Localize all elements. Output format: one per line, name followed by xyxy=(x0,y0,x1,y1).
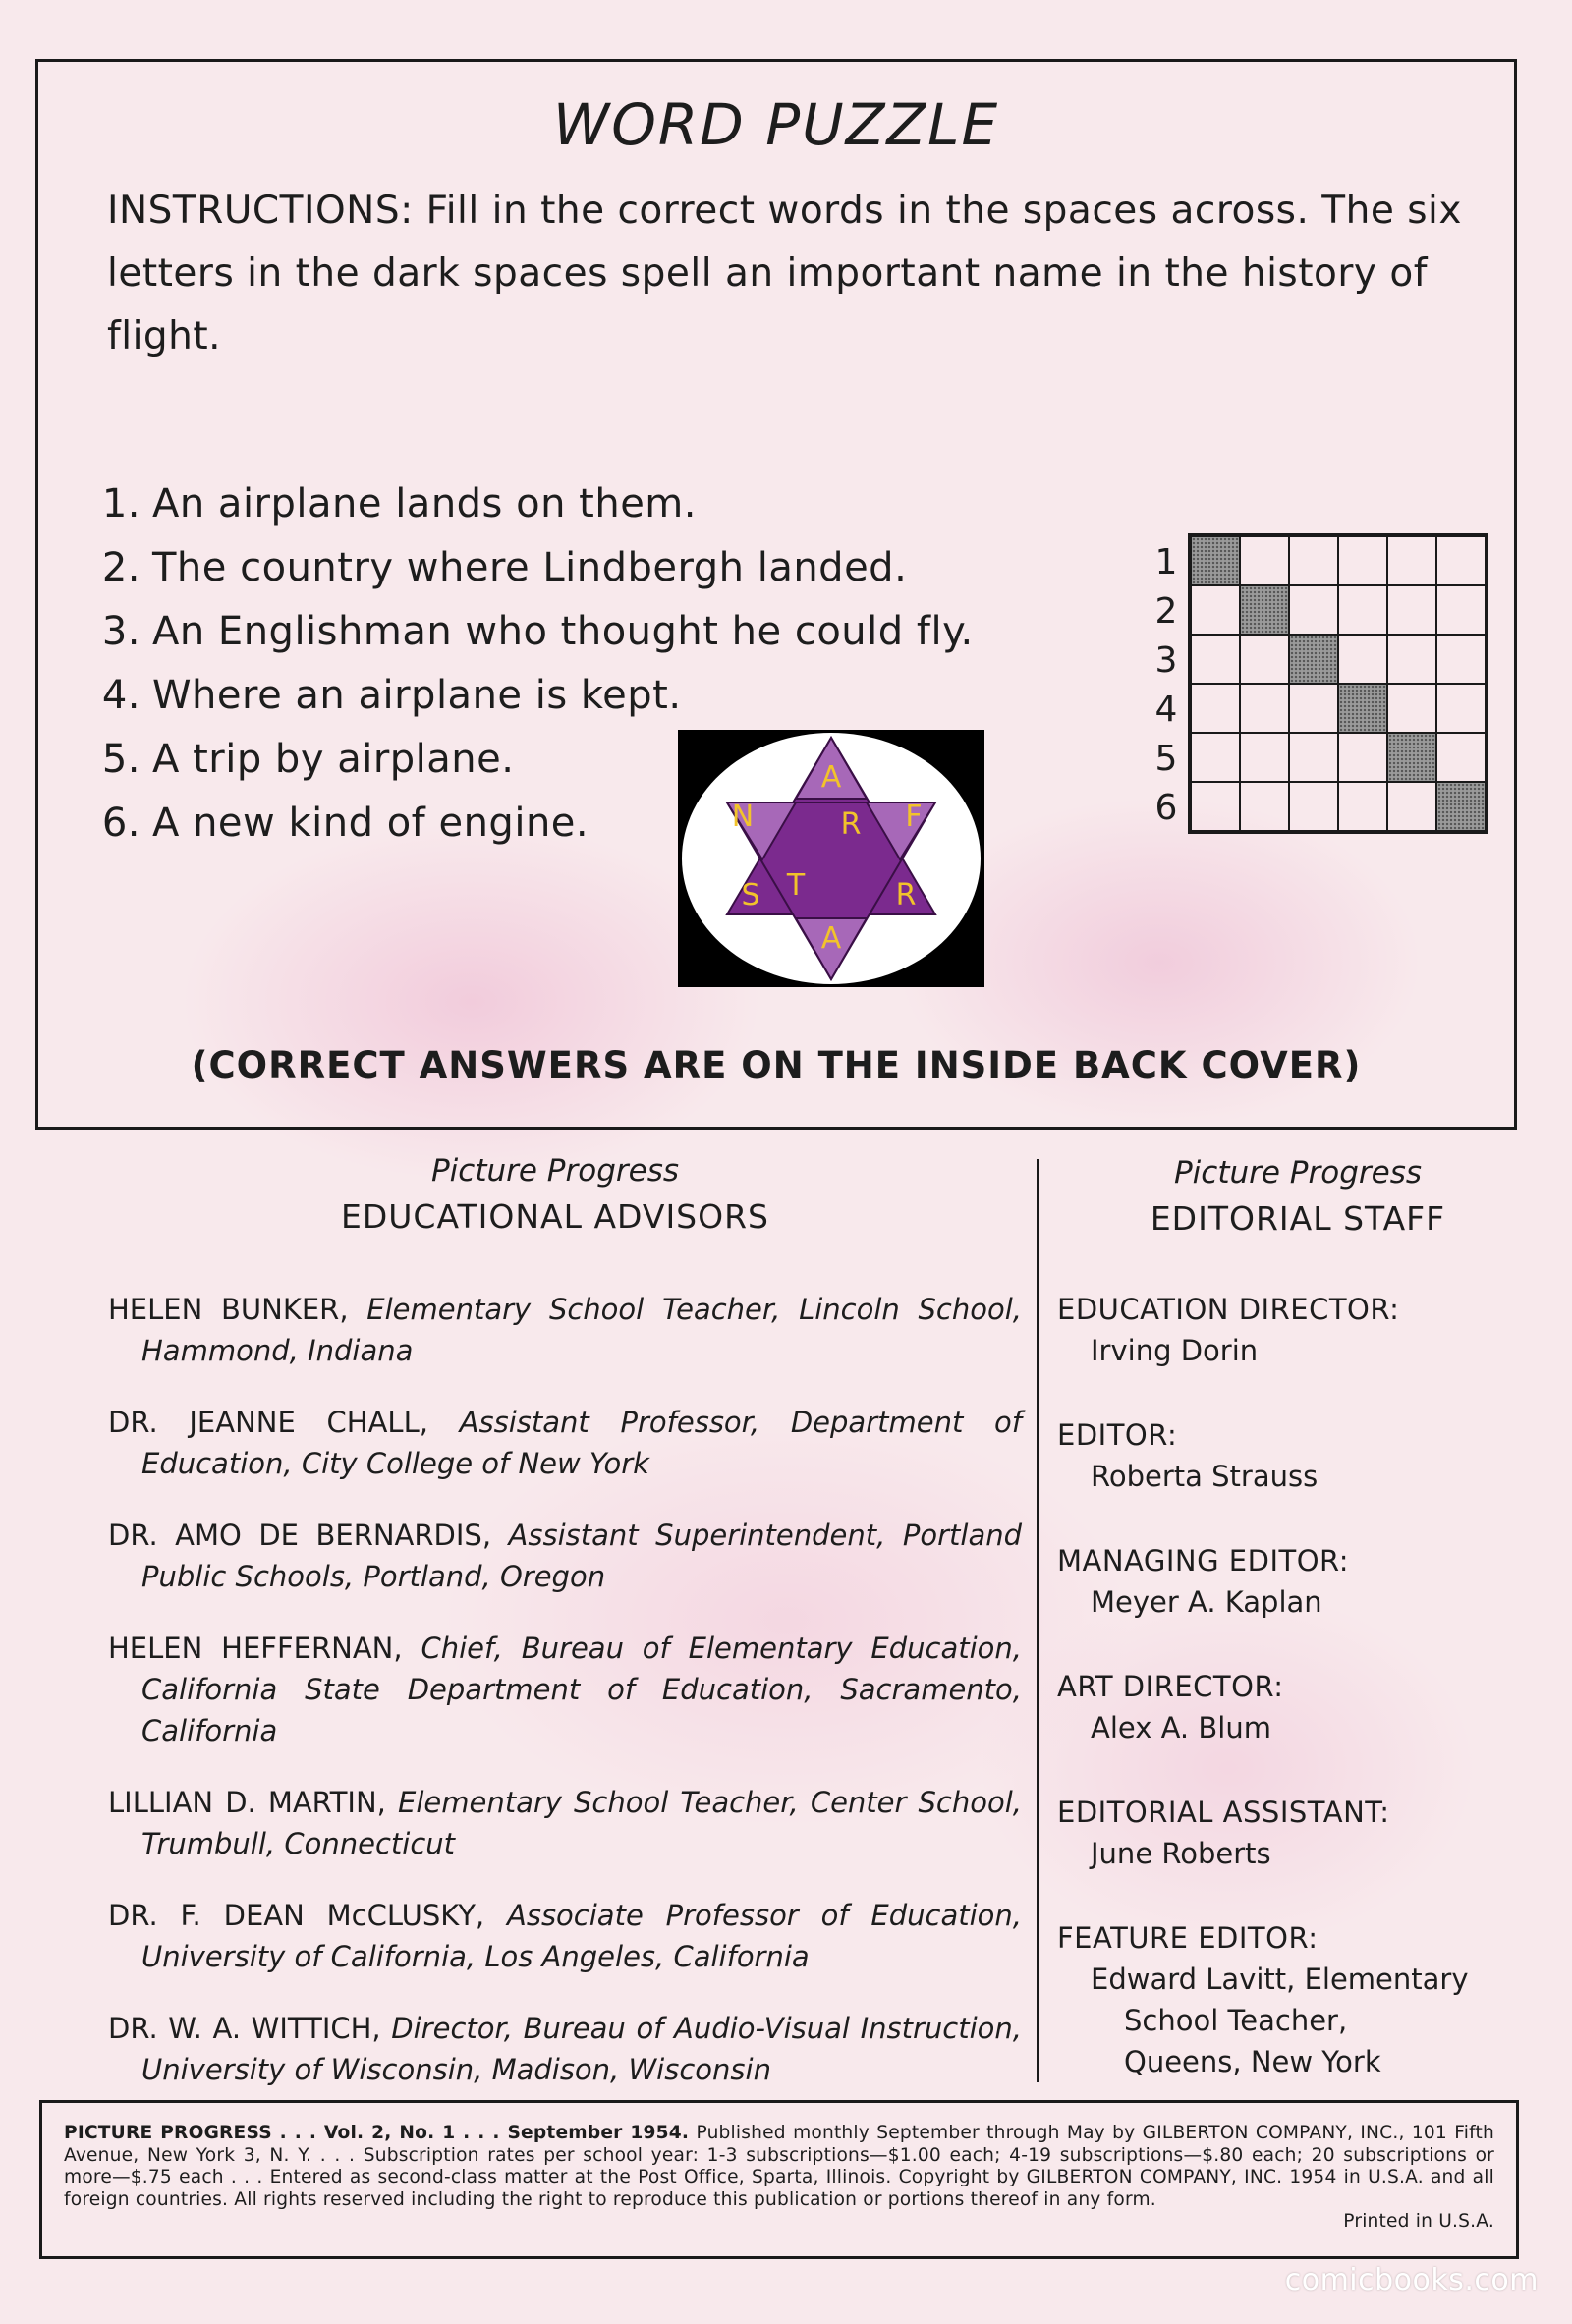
clue-text: An airplane lands on them. xyxy=(152,481,697,526)
staff-role: EDITORIAL ASSISTANT: xyxy=(1057,1796,1390,1829)
staff-entry xyxy=(1057,1289,1539,1371)
grid-row-label: 6 xyxy=(1154,788,1178,828)
grid-cell-dark xyxy=(1191,536,1240,585)
advisor-role: Elementary School Teacher, Lincoln School, Hammond, Indiana xyxy=(141,1293,1023,1367)
grid-cell xyxy=(1436,536,1486,585)
grid-cell xyxy=(1387,536,1436,585)
staff-heading: EDITORIAL STAFF xyxy=(1150,1199,1446,1238)
grid-row-label: 1 xyxy=(1154,542,1178,582)
column-divider xyxy=(1037,1159,1039,2082)
publication-lead: PICTURE PROGRESS . . . Vol. 2, No. 1 . . . September 1954. xyxy=(64,2123,690,2143)
staff-series-title: Picture Progress xyxy=(1173,1155,1423,1190)
clue-number: 1. xyxy=(101,481,140,526)
grid-cell xyxy=(1338,536,1387,585)
grid-cell xyxy=(1240,733,1289,782)
advisor-entry xyxy=(108,1895,1022,1977)
grid-cell xyxy=(1338,782,1387,831)
advisor-role: Elementary School Teacher, Center School, Trumbull, Connecticut xyxy=(141,1786,1023,1860)
advisor-entry xyxy=(108,1289,1022,1371)
clue-text: A new kind of engine. xyxy=(152,801,590,846)
word-puzzle-box xyxy=(35,59,1517,1130)
staff-role: EDUCATION DIRECTOR: xyxy=(1057,1293,1400,1326)
advisor-entry xyxy=(108,1402,1022,1484)
advisor-entry xyxy=(108,1782,1022,1864)
star-letter: A xyxy=(820,760,842,795)
clue-text: The country where Lindbergh landed. xyxy=(152,545,908,590)
clue-number: 6. xyxy=(101,801,140,846)
staff-name: June Roberts xyxy=(1091,1837,1271,1870)
grid-cell xyxy=(1289,684,1338,733)
star-letter: R xyxy=(840,807,862,842)
grid-cell xyxy=(1289,536,1338,585)
grid-cell xyxy=(1191,635,1240,684)
advisor-name: DR. AMO DE BERNARDIS, xyxy=(108,1519,492,1552)
puzzle-instructions: INSTRUCTIONS: Fill in the correct words in the spaces across. The six letters in the dark spaces spell an important name in the history of flight. xyxy=(107,189,1462,359)
clue-number: 2. xyxy=(101,545,140,590)
advisor-role: Associate Professor of Education, University of California, Los Angeles, California xyxy=(141,1899,1022,1973)
staff-entry-feature xyxy=(1057,1917,1539,2082)
grid-cell xyxy=(1436,733,1486,782)
grid-cell xyxy=(1436,585,1486,635)
staff-role: ART DIRECTOR: xyxy=(1057,1670,1284,1703)
staff-name: Alex A. Blum xyxy=(1091,1711,1271,1744)
staff-role: FEATURE EDITOR: xyxy=(1057,1921,1319,1955)
editorial-staff xyxy=(1057,1151,1539,2126)
star-letter: R xyxy=(895,878,917,913)
grid-cell xyxy=(1240,635,1289,684)
advisor-role: Director, Bureau of Audio-Visual Instruction, University of Wisconsin, Madison, Wisconsin xyxy=(141,2012,1023,2086)
advisor-role: Chief, Bureau of Elementary Education, California State Department of Education, Sacramento, California xyxy=(141,1632,1023,1747)
grid-cell xyxy=(1240,684,1289,733)
grid-cell xyxy=(1338,585,1387,635)
grid-cell xyxy=(1436,635,1486,684)
grid-cell-dark xyxy=(1289,635,1338,684)
grid-cell xyxy=(1191,733,1240,782)
advisors-series-title: Picture Progress xyxy=(430,1153,680,1189)
grid-cell xyxy=(1338,635,1387,684)
advisor-list xyxy=(108,1289,1022,2090)
grid-cell xyxy=(1289,585,1338,635)
grid-cell xyxy=(1387,635,1436,684)
clue-text: An Englishman who thought he could fly. xyxy=(152,609,974,654)
publication-info xyxy=(39,2100,1519,2259)
grid-row-label: 4 xyxy=(1154,690,1178,730)
grid-cell-dark xyxy=(1387,733,1436,782)
clue-item xyxy=(68,536,974,600)
grid-row-label: 3 xyxy=(1154,640,1178,681)
answers-note: (CORRECT ANSWERS ARE ON THE INSIDE BACK COVER) xyxy=(191,1044,1362,1086)
grid-cell xyxy=(1191,782,1240,831)
grid-cell xyxy=(1387,684,1436,733)
advisor-name: HELEN HEFFERNAN, xyxy=(108,1632,403,1665)
advisor-name: LILLIAN D. MARTIN, xyxy=(108,1786,386,1819)
grid-row-label: 2 xyxy=(1154,591,1178,632)
publication-body: Published monthly September through May by GILBERTON COMPANY, INC., 101 Fifth Avenue, New York 3, N. Y. . . . Subscription rates per school year: 1-3 subscriptions—$1.00 each; 4-19 subscriptions—$.80 each; 20 subscriptions or more—$.75 each . . . Entered as second-class matter at the Post Office, Sparta, Illinois. Copyright by GILBERTON COMPANY, INC. 1954 in U.S.A. and all foreign countries. All rights reserved including the right to reproduce this publication or portions thereof in any form. xyxy=(64,2123,1494,2210)
staff-name: Irving Dorin xyxy=(1091,1334,1259,1367)
star-letter: S xyxy=(741,878,760,913)
grid-cell xyxy=(1289,782,1338,831)
grid-cell xyxy=(1289,733,1338,782)
staff-location: Queens, New York xyxy=(1124,2045,1381,2078)
grid-cell xyxy=(1240,782,1289,831)
advisor-role: Assistant Professor, Department of Education, City College of New York xyxy=(141,1406,1023,1480)
clue-number: 5. xyxy=(101,737,140,782)
staff-entry xyxy=(1057,1792,1539,1874)
staff-list xyxy=(1057,1289,1539,2082)
advisor-name: DR. JEANNE CHALL, xyxy=(108,1406,428,1439)
grid-cell xyxy=(1387,782,1436,831)
staff-name: Edward Lavitt, Elementary xyxy=(1091,1963,1469,1996)
educational-advisors xyxy=(108,1149,1022,2121)
clue-text: A trip by airplane. xyxy=(152,737,515,782)
grid-cell xyxy=(1436,684,1486,733)
staff-affiliation: School Teacher, xyxy=(1124,2004,1348,2037)
star-letter: A xyxy=(820,921,842,956)
grid-cell xyxy=(1338,733,1387,782)
clue-item xyxy=(68,600,974,664)
star-letter: T xyxy=(786,868,806,903)
crossword-grid xyxy=(1188,533,1488,834)
advisor-role: Assistant Superintendent, Portland Public Schools, Portland, Oregon xyxy=(141,1519,1022,1593)
advisor-name: DR. F. DEAN McCLUSKY, xyxy=(108,1899,485,1932)
grid-cell xyxy=(1240,536,1289,585)
site-watermark: comicbooks.com xyxy=(1284,2263,1539,2297)
advisors-heading: EDUCATIONAL ADVISORS xyxy=(341,1197,769,1236)
grid-cell xyxy=(1191,684,1240,733)
advisor-entry xyxy=(108,1515,1022,1597)
star-letter: N xyxy=(731,800,755,834)
advisor-entry xyxy=(108,2008,1022,2090)
grid-cell-dark xyxy=(1240,585,1289,635)
clue-number: 4. xyxy=(101,673,140,718)
grid-cell-dark xyxy=(1338,684,1387,733)
clue-item xyxy=(68,472,974,536)
staff-name: Roberta Strauss xyxy=(1091,1460,1319,1493)
advisor-name: DR. W. A. WITTICH, xyxy=(108,2012,381,2045)
advisor-name: HELEN BUNKER, xyxy=(108,1293,349,1326)
puzzle-title: WORD PUZZLE xyxy=(552,91,1000,158)
grid-cell-dark xyxy=(1436,782,1486,831)
staff-entry xyxy=(1057,1414,1539,1497)
printed-in: Printed in U.S.A. xyxy=(1343,2211,1494,2232)
grid-cell xyxy=(1387,585,1436,635)
staff-role: EDITOR: xyxy=(1057,1418,1178,1452)
star-emblem xyxy=(678,730,984,987)
grid-row-label: 5 xyxy=(1154,739,1178,779)
advisor-entry xyxy=(108,1628,1022,1751)
grid-cell xyxy=(1191,585,1240,635)
staff-role: MANAGING EDITOR: xyxy=(1057,1544,1350,1577)
star-of-david-icon xyxy=(678,730,984,987)
staff-entry xyxy=(1057,1666,1539,1748)
staff-entry xyxy=(1057,1540,1539,1623)
clue-number: 3. xyxy=(101,609,140,654)
star-letter: F xyxy=(905,800,923,834)
staff-name: Meyer A. Kaplan xyxy=(1091,1585,1322,1619)
clue-item xyxy=(68,664,974,728)
clue-text: Where an airplane is kept. xyxy=(152,673,682,718)
